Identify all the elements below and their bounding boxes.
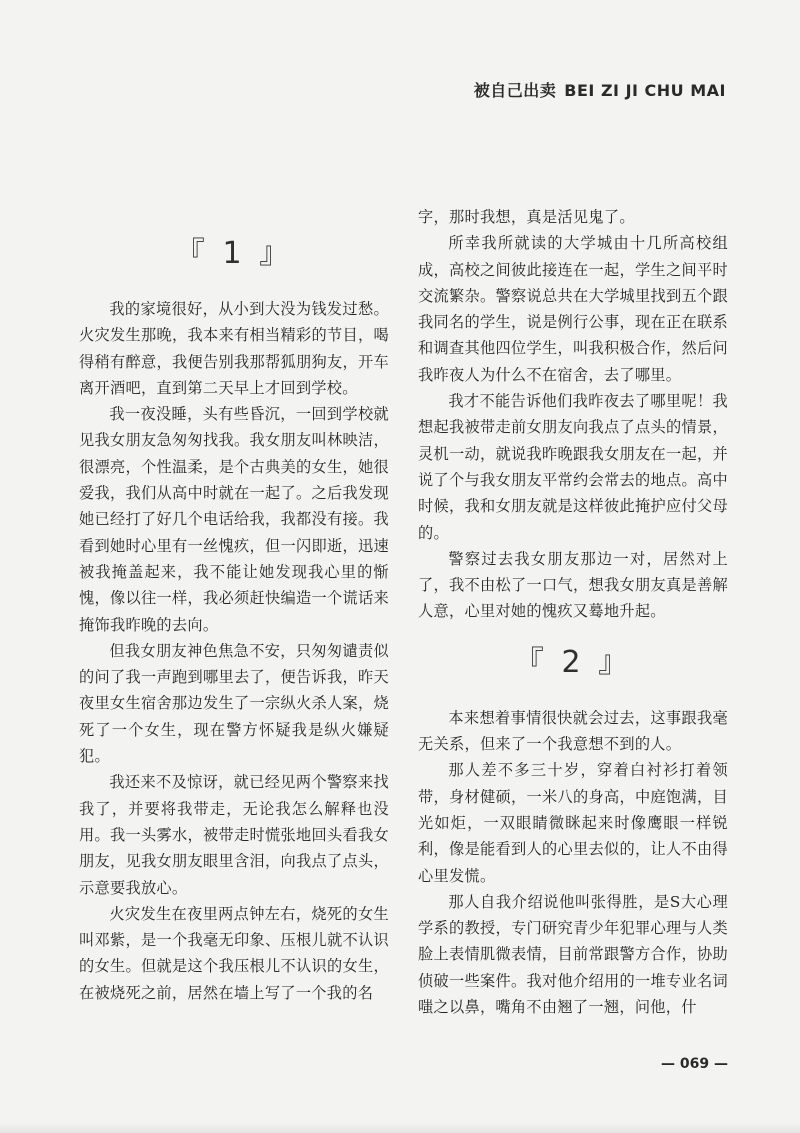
paragraph: 我一夜没睡，头有些昏沉，一回到学校就见我女朋友急匆匆找我。我女朋友叫林映洁，很漂亮，个性温柔，是个古典美的女生，她很爱我，我们从高中时就在一起了。之后我发现她已经打了好几个电话给我，我都没有接。我看到她时心里有一丝愧疚，但一闪即逝，迅速被我掩盖起来，我不能让她发现我心里的惭愧，像以往一样，我必须赶快编造一个谎话来掩饰我昨晚的去向。 bbox=[79, 405, 389, 634]
paragraph: 警察过去我女朋友那边一对，居然对上了，我不由松了一口气，想我女朋友真是善解人意，心里对她的愧疚又蓦地升起。 bbox=[418, 549, 728, 621]
paragraph-continuation: 字，那时我想，真是活见鬼了。 bbox=[418, 208, 635, 226]
page-number: — 069 — bbox=[661, 1056, 728, 1072]
paragraph: 火灾发生在夜里两点钟左右，烧死的女生叫邓紫，是一个我毫无印象、压根儿就不认识的女生。但就是这个我压根儿不认识的女生，在被烧死之前，居然在墙上写了一个我的名 bbox=[79, 904, 389, 1002]
left-column bbox=[79, 204, 389, 1006]
running-header bbox=[474, 78, 726, 101]
paragraph: 但我女朋友神色焦急不安，只匆匆谴责似的问了我一声跑到哪里去了，便告诉我，昨天夜里女生宿舍那边发生了一宗纵火杀人案，烧死了一个女生，现在警方怀疑我是纵火嫌疑犯。 bbox=[79, 641, 389, 766]
section-heading-2: 『 2 』 bbox=[513, 644, 633, 680]
paragraph: 那人差不多三十岁，穿着白衬衫打着领带，身材健硕，一米八的身高，中庭饱满，目光如炬，一双眼睛微眯起来时像鹰眼一样锐利，像是能看到人的心里去似的，让人不由得心里发慌。 bbox=[418, 761, 728, 885]
paragraph: 我的家境很好，从小到大没为钱发过愁。火灾发生那晚，我本来有相当精彩的节目，喝得稍有醉意，我便告别我那帮狐朋狗友，开车离开酒吧，直到第二天早上才回到学校。 bbox=[79, 300, 389, 397]
paragraph: 本来想着事情很快就会过去，这事跟我毫无关系，但来了一个我意想不到的人。 bbox=[418, 708, 728, 754]
paragraph: 我还来不及惊讶，就已经见两个警察来找我了，并要将我带走，无论我怎么解释也没用。我一头雾水，被带走时慌张地回头看我女朋友，见我女朋友眼里含泪，向我点了点头，示意要我放心。 bbox=[79, 773, 389, 897]
header-title-pinyin: BEI ZI JI CHU MAI bbox=[564, 81, 726, 100]
paragraph: 那人自我介绍说他叫张得胜，是S大心理学系的教授，专门研究青少年犯罪心理与人类脸上表情肌微表情，目前常跟警方合作，协助侦破一些案件。我对他介绍用的一堆专业名词嗤之以鼻，嘴角不由翘了一翘，问他，什 bbox=[418, 892, 728, 1017]
scan-edge-shadow bbox=[0, 1123, 800, 1133]
header-title-chinese: 被自己出卖 bbox=[473, 81, 557, 100]
paragraph: 我才不能告诉他们我昨夜去了哪里呢！我想起我被带走前女朋友向我点了点头的情景，灵机一动，就说我昨晚跟我女朋友在一起，并说了个与我女朋友平常约会常去的地点。高中时候，我和女朋友就是这样彼此掩护应付父母的。 bbox=[418, 392, 728, 542]
paragraph: 所幸我所就读的大学城由十几所高校组成，高校之间彼此接连在一起，学生之间平时交流繁杂。警察说总共在大学城里找到五个跟我同名的学生，说是例行公事，现在正在联系和调查其他四位学生，叫我积极合作，然后问我昨夜人为什么不在宿舍，去了哪里。 bbox=[418, 234, 728, 384]
right-column bbox=[418, 204, 728, 1020]
section-heading-1: 『 1 』 bbox=[174, 236, 294, 271]
